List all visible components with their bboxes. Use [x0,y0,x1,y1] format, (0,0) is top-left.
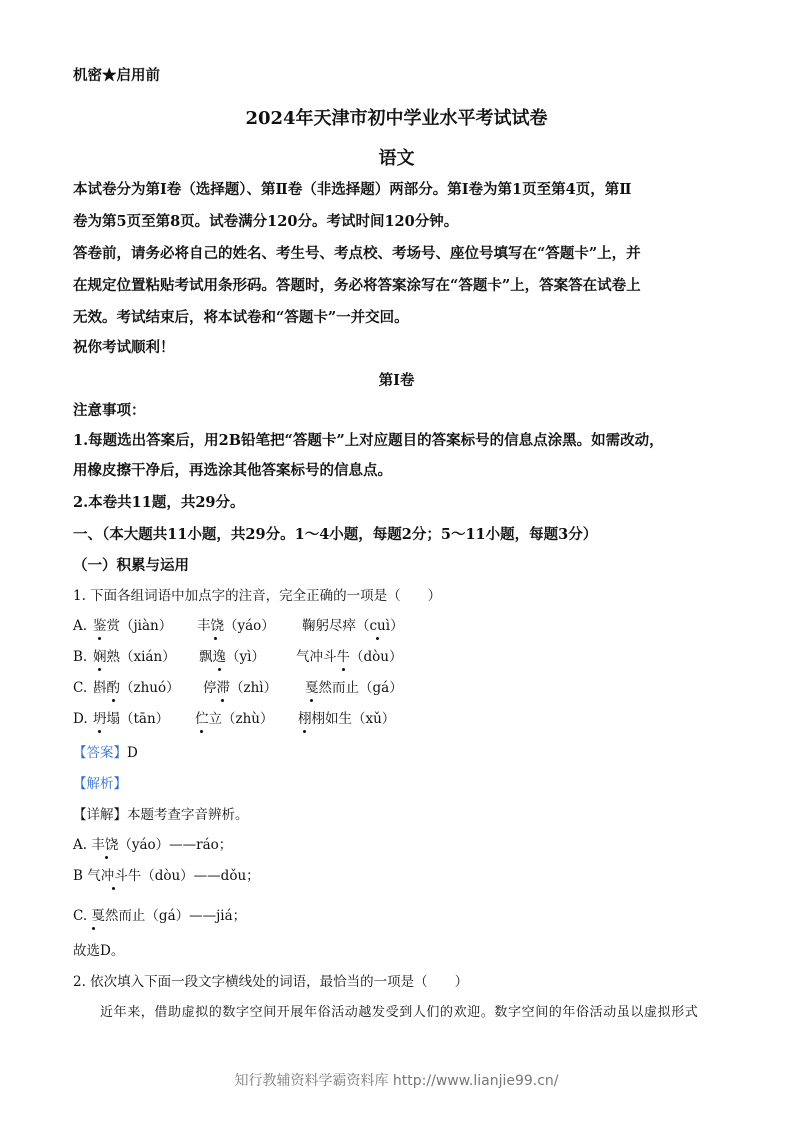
explain-c: C. 戛然而止（gá）——jiá； [73,908,247,924]
intro-line-4: 在规定位置粘贴考试用条形码。答题时，务必将答案涂写在“答题卡”上，答案答在试卷上 [73,277,641,294]
section-sub: （一）积累与运用 [73,557,189,574]
q1-stem: 1. 下面各组词语中加点字的注音，完全正确的一项是（ ） [73,588,442,604]
option-word: 鉴赏（jiàn） [93,618,173,634]
option-label: B. [73,649,88,665]
q2-passage: 近年来，借助虚拟的数字空间开展年俗活动越发受到人们的欢迎。数字空间的年俗活动虽以虚拟形式 [100,1005,699,1020]
conclusion: 故选D。 [73,943,125,959]
explain-a: A. 丰饶（yáo）——ráo； [73,837,233,853]
answer-tag: 【答案】 [73,745,127,761]
note-2: 2.本卷共11题，共29分。 [73,494,245,511]
answer-value: D [127,745,138,761]
option-word: 停滞（zhì） [203,680,278,696]
detail-line: 【详解】本题考查字音辨析。 [73,807,249,823]
section-heading: 一、（本大题共11小题，共29分。1～4小题，每题2分；5～11小题，每题3分） [73,526,598,543]
intro-line-6: 祝你考试顺利！ [73,339,175,356]
option-label: A. [73,618,88,634]
option-word: 飘逸（yì） [199,649,265,665]
option-word: 娴熟（xián） [93,649,176,665]
note-1b: 用橡皮擦干净后，再选涂其他答案标号的信息点。 [73,462,392,479]
volume-heading: 第Ⅰ卷 [378,372,415,389]
explain-b: B 气冲斗牛（dòu）——dǒu； [73,868,260,884]
confidential-label: 机密★启用前 [73,67,160,84]
note-1a: 1.每题选出答案后，用2B铅笔把“答题卡”上对应题目的答案标号的信息点涂黑。如需改动， [73,432,664,449]
option-word: 斟酌（zhuó） [93,680,180,696]
option-word: 伫立（zhù） [195,711,274,727]
intro-line-3: 答卷前，请务必将自己的姓名、考生号、考点校、考场号、座位号填写在“答题卡”上，并 [73,245,641,262]
q1-answer [73,743,138,763]
option-word: 鞠躬尽瘁（cuì） [302,618,404,634]
exam-title: 2024年天津市初中学业水平考试试卷 [245,108,548,129]
analysis-tag: 【解析】 [73,776,127,792]
option-word: 坍塌（tān） [93,711,170,727]
option-word: 栩栩如生（xǔ） [298,711,396,727]
option-label: D. [73,711,88,727]
footer-watermark: 知行教辅资料学霸资料库 http://www.lianjie99.cn/ [234,1073,559,1089]
q2-stem: 2. 依次填入下面一段文字横线处的词语，最恰当的一项是（ ） [73,974,469,990]
intro-line-1: 本试卷分为第Ⅰ卷（选择题）、第Ⅱ卷（非选择题）两部分。第Ⅰ卷为第1页至第4页，第Ⅱ [73,181,632,198]
option-word: 气冲斗牛（dòu） [296,649,403,665]
subject-title: 语文 [378,148,415,169]
notes-heading: 注意事项： [73,402,146,419]
intro-line-2: 卷为第5页至第8页。试卷满分120分。考试时间120分钟。 [73,213,459,230]
option-word: 戛然而止（gá） [305,680,403,696]
intro-line-5: 无效。考试结束后，将本试卷和“答题卡”一并交回。 [73,309,409,326]
option-word: 丰饶（yáo） [197,618,275,634]
option-label: C. [73,680,88,696]
